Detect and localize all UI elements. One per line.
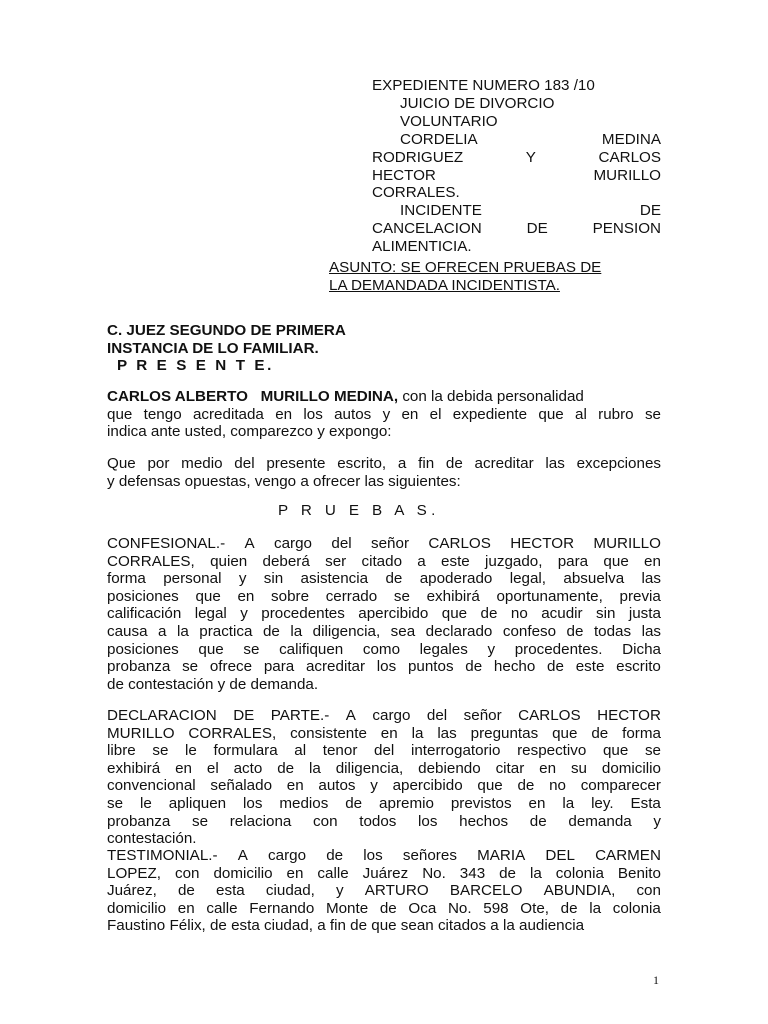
- request-paragraph-line: Que por medio del presente escrito, a fin de acreditar las excepciones: [107, 455, 661, 472]
- case-type-line-2: VOLUNTARIO: [400, 112, 498, 130]
- promovente-name: CARLOS ALBERTO MURILLO MEDINA,: [107, 388, 399, 405]
- incident-word: INCIDENTE: [400, 202, 482, 220]
- incident-word: CANCELACION: [372, 220, 482, 238]
- case-type-line-1: JUICIO DE DIVORCIO: [400, 94, 555, 112]
- confesional-paragraph-line: causa a la practica de la diligencia, sea declarado confeso de todas las: [107, 622, 661, 640]
- subject-line-1: ASUNTO: SE OFRECEN PRUEBAS DE: [329, 259, 602, 276]
- case-heading: [372, 77, 661, 256]
- confesional-paragraph-line: de contestación y de demanda.: [107, 675, 319, 693]
- request-paragraph-line: y defensas opuestas, vengo a ofrecer las siguientes:: [107, 472, 461, 490]
- confesional-paragraph-line: posiciones que se califiquen como legales y procedentes. Dicha: [107, 640, 661, 658]
- testimonial-paragraph-line: LOPEZ, con domicilio en calle Juárez No. 343 de la colonia Benito: [107, 864, 661, 882]
- parties-word: Y: [525, 148, 536, 166]
- request-paragraph: [107, 455, 661, 490]
- confesional-paragraph-line: posiciones que en sobre cerrado se exhibirá oportunamente, previa: [107, 587, 661, 605]
- page-number: 1: [653, 973, 659, 987]
- declaracion-paragraph-line: contestación.: [107, 830, 197, 848]
- parties-word: MURILLO: [593, 166, 661, 184]
- incident-word: DE: [526, 220, 548, 238]
- intro-line: que tengo acreditada en los autos y en el expediente que al rubro se: [107, 405, 661, 423]
- confesional-paragraph-line: forma personal y sin asistencia de apoderado legal, absuelva las: [107, 570, 661, 588]
- incident-title-last: ALIMENTICIA.: [372, 238, 472, 256]
- incident-word: PENSION: [592, 220, 661, 238]
- parties-word: HECTOR: [372, 166, 436, 184]
- declaracion-paragraph-line: exhibirá en el acto de la diligencia, debiendo citar en su domicilio: [107, 759, 661, 777]
- incident-title: [372, 202, 661, 238]
- incident-row: [372, 202, 661, 220]
- intro-paragraph: [107, 388, 661, 441]
- confesional-paragraph-line: probanza se ofrece para acreditar los puntos de hecho de este escrito: [107, 658, 661, 676]
- case-number: EXPEDIENTE NUMERO 183 /10: [372, 77, 595, 94]
- confesional-paragraph-line: CORRALES, quien deberá ser citado a este juzgado, para que en: [107, 552, 661, 570]
- testimonial-paragraph: [107, 847, 661, 935]
- declaracion-paragraph-line: convencional señalado en autos y apercibido que de no comparecer: [107, 777, 661, 795]
- subject-line-2: LA DEMANDADA INCIDENTISTA.: [329, 276, 560, 294]
- case-parties: [372, 131, 661, 185]
- addressee-court: INSTANCIA DE LO FAMILIAR.: [107, 339, 319, 357]
- incident-row: [372, 220, 661, 238]
- confesional-paragraph: [107, 535, 661, 693]
- case-parties-last: CORRALES.: [372, 184, 460, 202]
- declaracion-paragraph-line: DECLARACION DE PARTE.- A cargo del señor CARLOS HECTOR: [107, 707, 661, 724]
- addressee-presente: P R E S E N T E.: [117, 357, 274, 375]
- parties-row: [372, 167, 661, 185]
- declaracion-paragraph-line: libre se le formulara al tenor del interrogatorio respectivo que se: [107, 742, 661, 760]
- parties-word: CARLOS: [598, 148, 661, 166]
- confesional-paragraph-line: calificación legal y procedentes apercibido que de no acudir sin justa: [107, 605, 661, 623]
- intro-line-1: con la debida personalidad: [398, 388, 584, 405]
- parties-word: MEDINA: [601, 130, 661, 148]
- parties-word: RODRIGUEZ: [372, 148, 464, 166]
- testimonial-paragraph-line: domicilio en calle Fernando Monte de Oca No. 598 Ote, de la colonia: [107, 899, 661, 917]
- testimonial-paragraph-line: Juárez, de esta ciudad, y ARTURO BARCELO ABUNDIA, con: [107, 882, 661, 900]
- parties-word: CORDELIA: [400, 130, 478, 148]
- declaracion-paragraph-line: MURILLO CORRALES, consistente en la las preguntas que de forma: [107, 724, 661, 742]
- pruebas-title: P R U E B A S.: [278, 502, 440, 519]
- testimonial-paragraph-line: TESTIMONIAL.- A cargo de los señores MARIA DEL CARMEN: [107, 847, 661, 864]
- testimonial-paragraph-line: Faustino Félix, de esta ciudad, a fin de que sean citados a la audiencia: [107, 917, 585, 935]
- declaracion-paragraph: [107, 707, 661, 848]
- incident-word: DE: [639, 202, 661, 220]
- intro-line: indica ante usted, comparezco y expongo:: [107, 423, 392, 441]
- subject-line: [329, 259, 669, 294]
- parties-row: [372, 131, 661, 149]
- declaracion-paragraph-line: se le apliquen los medios de apremio previstos en la ley. Esta: [107, 794, 661, 812]
- addressee: [107, 322, 346, 375]
- declaracion-paragraph-line: probanza se relaciona con todos los hechos de demanda y: [107, 812, 661, 830]
- parties-row: [372, 149, 661, 167]
- confesional-paragraph-line: CONFESIONAL.- A cargo del señor CARLOS HECTOR MURILLO: [107, 535, 661, 552]
- addressee-judge: C. JUEZ SEGUNDO DE PRIMERA: [107, 322, 346, 339]
